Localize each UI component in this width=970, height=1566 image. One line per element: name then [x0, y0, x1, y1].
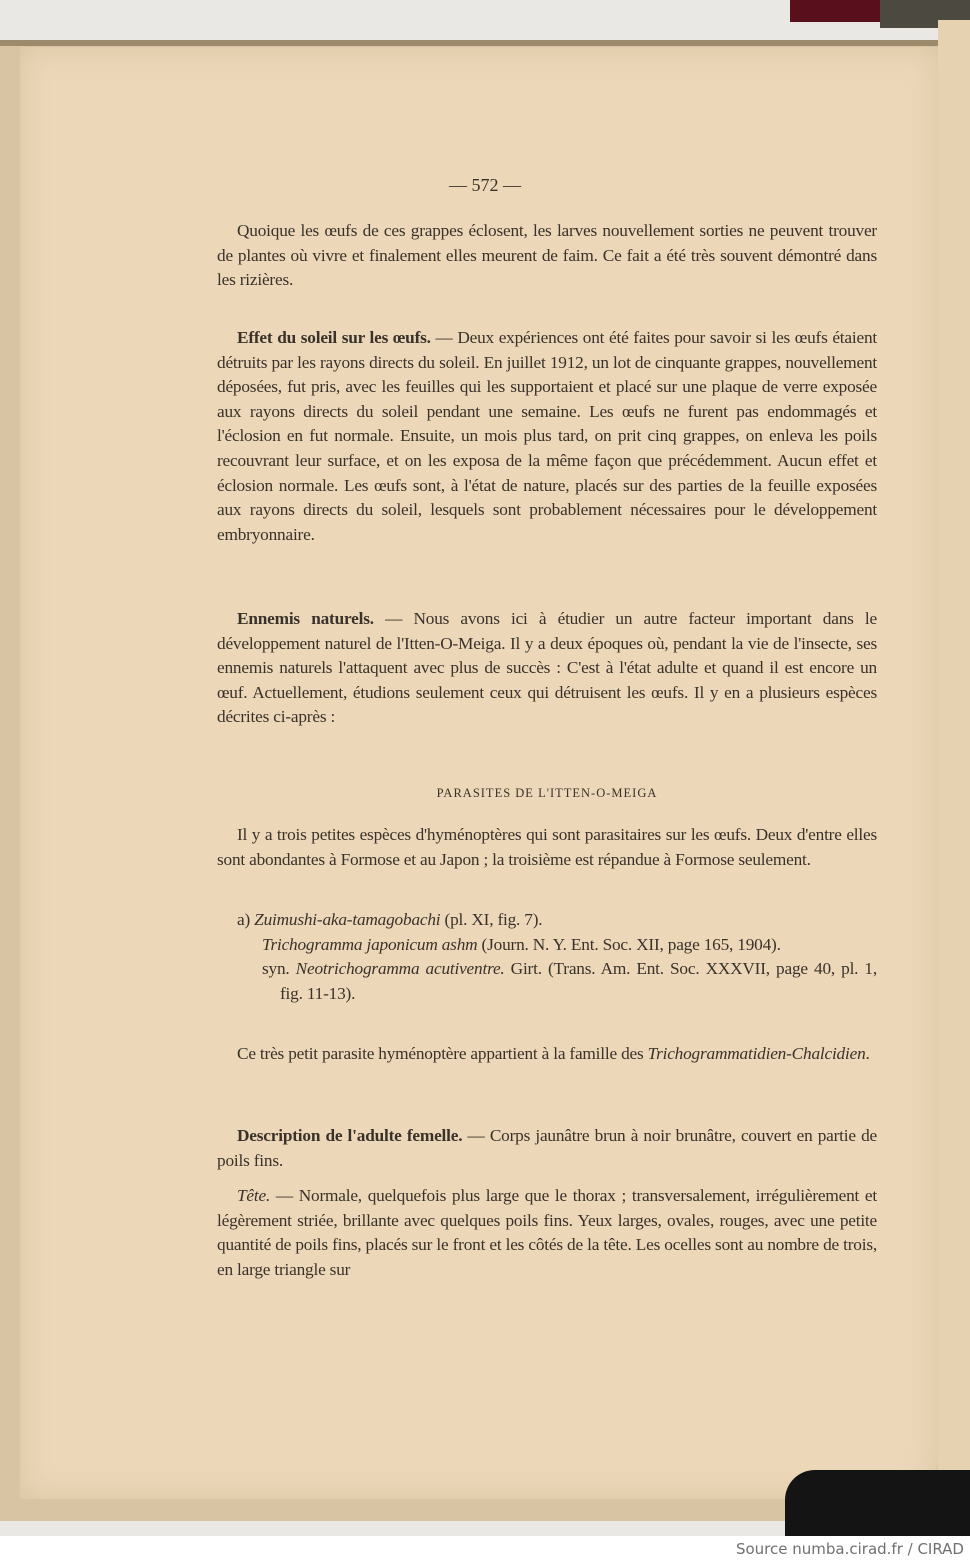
paragraph-text: — Corps jaunâtre brun à noir brunâtre, couvert en partie de poils fins.	[217, 1126, 877, 1170]
paragraph-family	[217, 1042, 877, 1067]
reference: (pl. XI, fig. 7).	[440, 910, 543, 929]
list-item	[217, 908, 877, 933]
section-description	[217, 1124, 877, 1173]
book-cover-corner	[785, 1470, 970, 1536]
punctuation: .	[865, 1044, 870, 1063]
paragraph-parasites	[217, 823, 877, 872]
section-title: Ennemis naturels.	[237, 609, 374, 628]
paragraph-text: Ce très petit parasite hyménoptère appartient à la famille des	[237, 1044, 648, 1063]
list-item	[217, 957, 877, 1006]
section-ennemis	[217, 607, 877, 730]
reference: Girt. (Trans. Am. Ent. Soc. XXXVII, page 40, pl. 1, fig. 11-13).	[280, 959, 877, 1003]
section-soleil	[217, 326, 877, 547]
paragraph-text: Quoique les œufs de ces grappes éclosent, les larves nouvellement sorties ne peuvent trouver de plantes où vivre et finalement elles meurent de faim. Ce fait a été très souvent démontré dans les rizières.	[217, 221, 877, 290]
synonym-label: syn.	[262, 959, 296, 979]
paragraph-text: — Nous avons ici à étudier un autre facteur important dans le développement naturel de l'Itten-O-Meiga. Il y a deux époques où, pendant la vie de l'insecte, ses ennemis naturels l'attaquent avec plus de succès : C'est à l'état adulte et quand il est encore un œuf. Actuellement, étudions seulement ceux qui détruisent les œufs. Il y en a plusieurs espèces décrites ci-après :	[217, 609, 877, 727]
species-list	[217, 908, 877, 1006]
paragraph-intro	[217, 219, 877, 293]
page-edge-right	[938, 20, 970, 1490]
section-title: Tête.	[237, 1186, 271, 1205]
page-number: — 572 —	[449, 175, 521, 195]
species-common-name: Zuimushi-aka-tamagobachi	[254, 910, 441, 929]
species-name: Trichogramma japonicum ashm	[262, 934, 478, 954]
source-credit: Source numba.cirad.fr / CIRAD	[735, 1540, 964, 1558]
reference: (Journ. N. Y. Ent. Soc. XII, page 165, 1904).	[477, 934, 781, 954]
paragraph-text: — Normale, quelquefois plus large que le thorax ; transversalement, irrégulièrement et légèrement striée, brillante avec quelques poils fins. Yeux larges, ovales, rouges, avec une petite quantité de poils fins, placés sur le front et les côtés de la tête. Les ocelles sont au nombre de trois, en large triangle sur	[217, 1186, 877, 1279]
section-tete	[217, 1184, 877, 1282]
synonym-name: Neotrichogramma acutiventre.	[295, 959, 505, 979]
section-title: Description de l'adulte femelle.	[237, 1126, 463, 1145]
list-marker: a)	[237, 910, 255, 929]
family-name: Trichogrammatidien-Chalcidien	[647, 1044, 866, 1063]
section-title: Effet du soleil sur les œufs.	[237, 328, 431, 347]
paragraph-text: — Deux expériences ont été faites pour savoir si les œufs étaient détruits par les rayons directs du soleil. En juillet 1912, un lot de cinquante grappes, nouvellement déposées, fut pris, avec les feuilles qui les supportaient et placé sur une plaque de verre exposée aux rayons directs du soleil pendant une semaine. Les œufs ne furent pas endommagés et l'éclosion en fut normale. Ensuite, un mois plus tard, on prit cinq grappes, on enleva les poils recouvrant leur surface, et on les exposa de la même façon que précédemment. Aucun effet et éclosion normale. Les œufs sont, à l'état de nature, placés sur des parties de la feuille exposées aux rayons directs du soleil, lesquels sont probablement nécessaires pour le développement embryonnaire.	[217, 328, 877, 544]
section-heading: PARASITES DE L'ITTEN-O-MEIGA	[436, 786, 658, 800]
paragraph-text: Il y a trois petites espèces d'hyménoptères qui sont parasitaires sur les œufs. Deux d'entre elles sont abondantes à Formose et au Japon ; la troisième est répandue à Formose seulement.	[217, 825, 877, 869]
list-item	[217, 933, 877, 958]
